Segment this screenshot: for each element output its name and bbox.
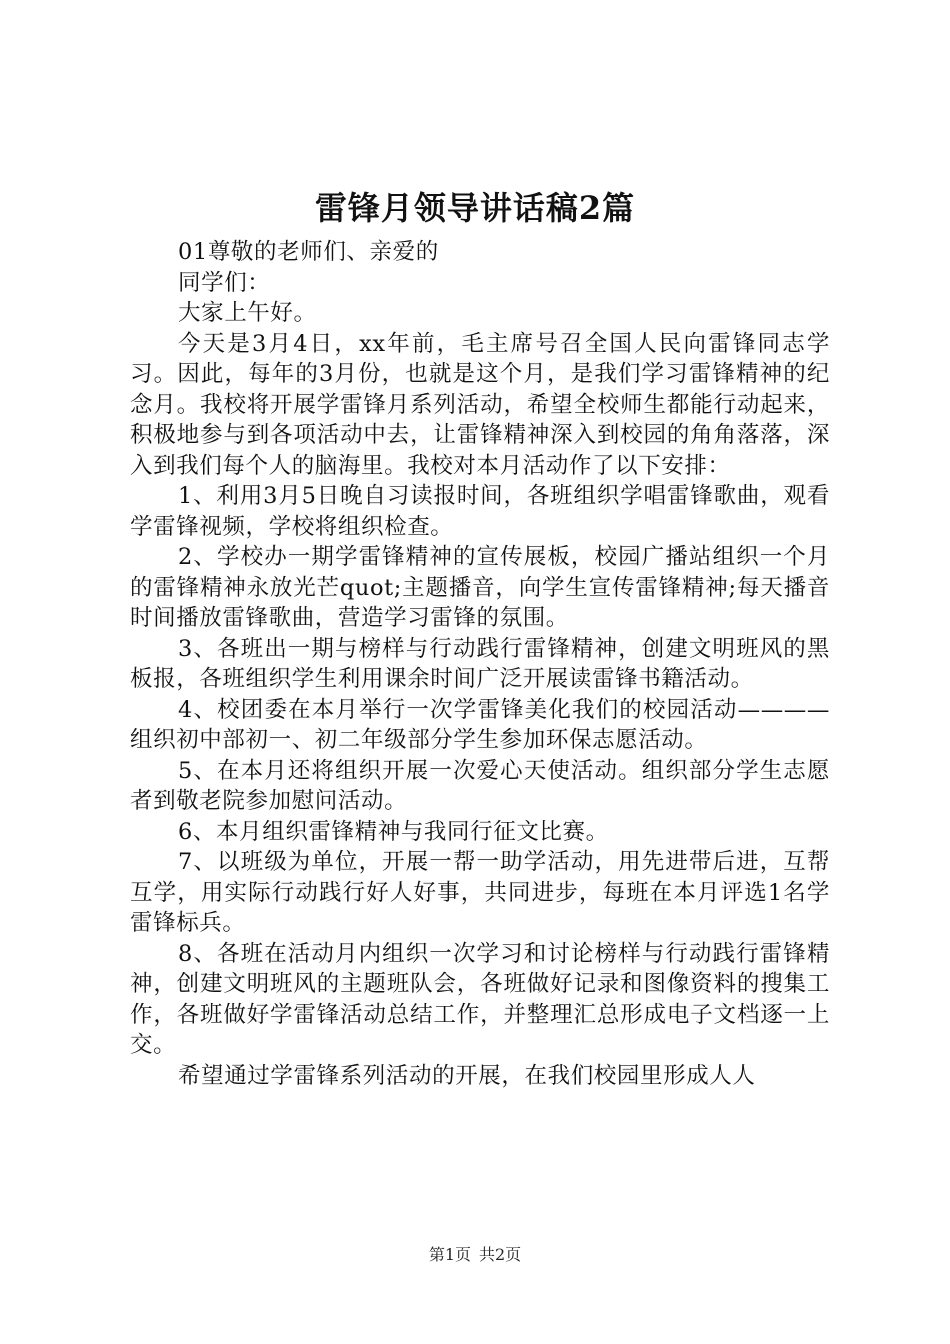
paragraph-item-2: 2、学校办一期学雷锋精神的宣传展板，校园广播站组织一个月的雷锋精神永放光芒quot;主题播音，向学生宣传雷锋精神;每天播音时间播放雷锋歌曲，营造学习雷锋的氛围。 xyxy=(130,544,830,631)
page-number: 第1页 xyxy=(428,1245,471,1264)
paragraph-item-7: 7、以班级为单位，开展一帮一助学活动，用先进带后进，互帮互学，用实际行动践行好人好事，共同进步，每班在本月评选1名学雷锋标兵。 xyxy=(130,849,830,936)
paragraph-item-4: 4、校团委在本月举行一次学雷锋美化我们的校园活动————组织初中部初一、初二年级部分学生参加环保志愿活动。 xyxy=(130,696,830,753)
paragraph-item-1: 1、利用3月5日晚自习读报时间，各班组织学唱雷锋歌曲，观看学雷锋视频，学校将组织检查。 xyxy=(130,483,830,540)
page-footer xyxy=(0,1244,950,1266)
page-total: 共2页 xyxy=(479,1245,522,1264)
paragraph-hello: 大家上午好。 xyxy=(178,300,317,326)
document-title: 雷锋月领导讲话稿2篇 xyxy=(314,189,636,227)
paragraph-greeting-cont: 同学们： xyxy=(178,269,271,296)
document-body xyxy=(130,237,830,1091)
paragraph-greeting: 01尊敬的老师们、亲爱的 xyxy=(178,239,439,265)
paragraph-closing: 希望通过学雷锋系列活动的开展，在我们校园里形成人人 xyxy=(178,1062,756,1089)
paragraph-item-5: 5、在本月还将组织开展一次爱心天使活动。组织部分学生志愿者到敬老院参加慰问活动。 xyxy=(130,757,830,814)
paragraph-item-3: 3、各班出一期与榜样与行动践行雷锋精神，创建文明班风的黑板报，各班组织学生利用课余时间广泛开展读雷锋书籍活动。 xyxy=(130,635,830,692)
paragraph-intro: 今天是3月4日，xx年前，毛主席号召全国人民向雷锋同志学习。因此，每年的3月份，也就是这个月，是我们学习雷锋精神的纪念月。我校将开展学雷锋月系列活动，希望全校师生都能行动起来，积极地参与到各项活动中去，让雷锋精神深入到校园的角角落落，深入到我们每个人的脑海里。我校对本月活动作了以下安排： xyxy=(130,330,830,479)
paragraph-item-6: 6、本月组织雷锋精神与我同行征文比赛。 xyxy=(178,818,609,845)
paragraph-item-8: 8、各班在活动月内组织一次学习和讨论榜样与行动践行雷锋精神，创建文明班风的主题班队会，各班做好记录和图像资料的搜集工作，各班做好学雷锋活动总结工作，并整理汇总形成电子文档逐一上交。 xyxy=(130,940,830,1058)
